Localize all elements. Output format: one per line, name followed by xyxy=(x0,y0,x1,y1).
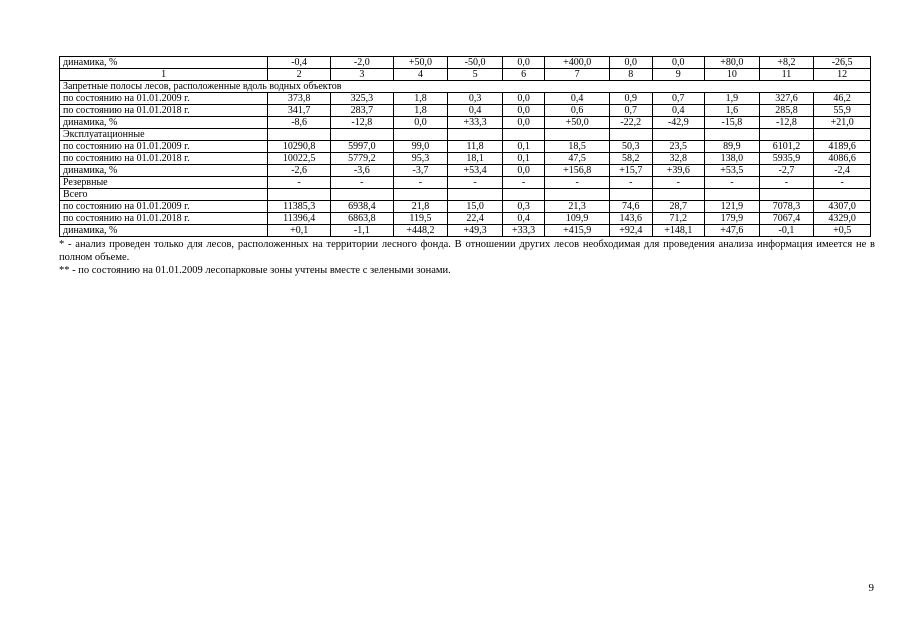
table-cell: 179,9 xyxy=(705,213,760,225)
table-cell: 22,4 xyxy=(448,213,503,225)
table-cell xyxy=(393,189,448,201)
row-label: по состоянию на 01.01.2009 г. xyxy=(60,201,268,213)
table-cell: 4329,0 xyxy=(814,213,871,225)
row-label: по состоянию на 01.01.2018 г. xyxy=(60,105,268,117)
table-cell: +53,5 xyxy=(705,165,760,177)
table-cell: - xyxy=(268,177,331,189)
table-cell: +47,6 xyxy=(705,225,760,237)
table-cell xyxy=(448,129,503,141)
table-cell xyxy=(448,189,503,201)
table-cell: +15,7 xyxy=(610,165,652,177)
table-cell: -0,4 xyxy=(268,57,331,69)
table-cell: -8,6 xyxy=(268,117,331,129)
table-cell: +400,0 xyxy=(545,57,610,69)
table-row xyxy=(60,105,871,117)
table-row xyxy=(60,129,871,141)
forest-data-table xyxy=(59,56,871,237)
table-cell: 46,2 xyxy=(814,93,871,105)
table-cell xyxy=(610,129,652,141)
table-cell: 109,9 xyxy=(545,213,610,225)
table-cell: 18,1 xyxy=(448,153,503,165)
table-cell: 8 xyxy=(610,69,652,81)
table-cell: -2,4 xyxy=(814,165,871,177)
section-title: Запретные полосы лесов, расположенные вдоль водных объектов xyxy=(60,81,871,93)
table-cell: - xyxy=(705,177,760,189)
table-cell: 95,3 xyxy=(393,153,448,165)
row-label: по состоянию на 01.01.2009 г. xyxy=(60,93,268,105)
table-body xyxy=(60,57,871,237)
footnote-2: ** - по состоянию на 01.01.2009 лесопарковые зоны учтены вместе с зелеными зонами. xyxy=(59,265,451,276)
table-cell: 341,7 xyxy=(268,105,331,117)
table-row xyxy=(60,225,871,237)
table-cell: 283,7 xyxy=(330,105,393,117)
row-label: по состоянию на 01.01.2018 г. xyxy=(60,153,268,165)
table-cell: 4086,6 xyxy=(814,153,871,165)
row-label: по состоянию на 01.01.2009 г. xyxy=(60,141,268,153)
table-cell: -22,2 xyxy=(610,117,652,129)
row-label: динамика, % xyxy=(60,117,268,129)
row-label: по состоянию на 01.01.2018 г. xyxy=(60,213,268,225)
row-label: динамика, % xyxy=(60,57,268,69)
table-cell: 99,0 xyxy=(393,141,448,153)
table-cell xyxy=(268,189,331,201)
table-cell xyxy=(705,189,760,201)
table-cell: 4189,6 xyxy=(814,141,871,153)
table-cell: 6101,2 xyxy=(759,141,814,153)
table-cell: 50,3 xyxy=(610,141,652,153)
table-cell: -1,1 xyxy=(330,225,393,237)
table-cell: 71,2 xyxy=(652,213,705,225)
table-row xyxy=(60,153,871,165)
table-cell: 373,8 xyxy=(268,93,331,105)
table-cell: 0,4 xyxy=(502,213,544,225)
table-cell: -26,5 xyxy=(814,57,871,69)
table-cell: +49,3 xyxy=(448,225,503,237)
table-cell: 0,0 xyxy=(502,57,544,69)
table-cell: 138,0 xyxy=(705,153,760,165)
table-cell: 4307,0 xyxy=(814,201,871,213)
table-cell: - xyxy=(448,177,503,189)
table-cell: +0,1 xyxy=(268,225,331,237)
table-cell xyxy=(545,129,610,141)
table-row xyxy=(60,201,871,213)
table-cell: 5779,2 xyxy=(330,153,393,165)
table-cell xyxy=(759,189,814,201)
table-cell: 21,8 xyxy=(393,201,448,213)
table-cell: 0,0 xyxy=(393,117,448,129)
footnotes xyxy=(59,238,875,277)
document-page xyxy=(59,56,875,277)
table-cell: +39,6 xyxy=(652,165,705,177)
row-label: динамика, % xyxy=(60,225,268,237)
row-label: Резервные xyxy=(60,177,268,189)
table-cell: 1,6 xyxy=(705,105,760,117)
table-cell: 1,9 xyxy=(705,93,760,105)
table-cell: 10290,8 xyxy=(268,141,331,153)
table-cell xyxy=(545,189,610,201)
table-cell xyxy=(814,129,871,141)
table-cell: 0,1 xyxy=(502,141,544,153)
table-cell: 327,6 xyxy=(759,93,814,105)
table-cell: 9 xyxy=(652,69,705,81)
table-cell: - xyxy=(545,177,610,189)
table-cell: 11 xyxy=(759,69,814,81)
table-cell: 0,7 xyxy=(652,93,705,105)
table-cell: 121,9 xyxy=(705,201,760,213)
table-cell: 0,1 xyxy=(502,153,544,165)
table-cell: -2,0 xyxy=(330,57,393,69)
row-label: 1 xyxy=(60,69,268,81)
column-index-row xyxy=(60,69,871,81)
table-cell: 11396,4 xyxy=(268,213,331,225)
table-cell: 47,5 xyxy=(545,153,610,165)
table-cell: 5997,0 xyxy=(330,141,393,153)
table-cell: - xyxy=(610,177,652,189)
table-cell: 3 xyxy=(330,69,393,81)
table-cell xyxy=(330,189,393,201)
table-cell: +53,4 xyxy=(448,165,503,177)
table-cell: 58,2 xyxy=(610,153,652,165)
table-cell: 0,0 xyxy=(502,105,544,117)
table-cell: 119,5 xyxy=(393,213,448,225)
table-cell: +50,0 xyxy=(393,57,448,69)
table-row xyxy=(60,177,871,189)
table-cell: - xyxy=(330,177,393,189)
table-cell: - xyxy=(393,177,448,189)
table-cell: 0,0 xyxy=(610,57,652,69)
table-cell: 5935,9 xyxy=(759,153,814,165)
table-cell: 0,3 xyxy=(502,201,544,213)
table-cell: 0,9 xyxy=(610,93,652,105)
table-cell: 2 xyxy=(268,69,331,81)
row-label: Эксплуатационные xyxy=(60,129,268,141)
table-cell: +0,5 xyxy=(814,225,871,237)
table-cell: +415,9 xyxy=(545,225,610,237)
table-cell: +92,4 xyxy=(610,225,652,237)
table-cell: 15,0 xyxy=(448,201,503,213)
table-cell: 0,0 xyxy=(502,93,544,105)
table-cell: 0,4 xyxy=(652,105,705,117)
table-cell: 0,0 xyxy=(502,117,544,129)
table-cell: -2,6 xyxy=(268,165,331,177)
table-cell: 89,9 xyxy=(705,141,760,153)
table-cell: +448,2 xyxy=(393,225,448,237)
table-cell: 285,8 xyxy=(759,105,814,117)
table-cell: 23,5 xyxy=(652,141,705,153)
table-cell: +33,3 xyxy=(502,225,544,237)
table-cell: 0,7 xyxy=(610,105,652,117)
table-cell: 325,3 xyxy=(330,93,393,105)
table-cell: -12,8 xyxy=(330,117,393,129)
row-label: Всего xyxy=(60,189,268,201)
table-cell: 0,4 xyxy=(448,105,503,117)
table-cell: - xyxy=(759,177,814,189)
table-cell xyxy=(393,129,448,141)
table-cell: 4 xyxy=(393,69,448,81)
table-cell xyxy=(652,129,705,141)
table-cell: 28,7 xyxy=(652,201,705,213)
table-cell: +8,2 xyxy=(759,57,814,69)
table-cell: - xyxy=(652,177,705,189)
table-cell xyxy=(652,189,705,201)
table-cell: +148,1 xyxy=(652,225,705,237)
table-cell: -50,0 xyxy=(448,57,503,69)
table-cell: +156,8 xyxy=(545,165,610,177)
table-row xyxy=(60,165,871,177)
table-cell: 74,6 xyxy=(610,201,652,213)
section-row xyxy=(60,81,871,93)
table-cell: 10022,5 xyxy=(268,153,331,165)
table-cell xyxy=(502,129,544,141)
table-cell: 11,8 xyxy=(448,141,503,153)
footnote-1: * - анализ проведен только для лесов, расположенных на территории лесного фонда. В отношении других лесов необходимая для проведения анализа информация имеется не в полном объеме. xyxy=(59,239,875,263)
table-cell: +33,3 xyxy=(448,117,503,129)
table-cell: 32,8 xyxy=(652,153,705,165)
table-cell: 10 xyxy=(705,69,760,81)
table-row xyxy=(60,141,871,153)
table-row xyxy=(60,117,871,129)
row-label: динамика, % xyxy=(60,165,268,177)
table-cell: 0,6 xyxy=(545,105,610,117)
table-cell: 1,8 xyxy=(393,105,448,117)
table-cell xyxy=(759,129,814,141)
table-cell: 1,8 xyxy=(393,93,448,105)
table-cell: 6863,8 xyxy=(330,213,393,225)
table-cell xyxy=(814,189,871,201)
table-cell: 55,9 xyxy=(814,105,871,117)
table-cell: 6938,4 xyxy=(330,201,393,213)
table-cell xyxy=(705,129,760,141)
table-cell: - xyxy=(502,177,544,189)
table-cell: 11385,3 xyxy=(268,201,331,213)
table-cell: 21,3 xyxy=(545,201,610,213)
table-cell: 143,6 xyxy=(610,213,652,225)
page-number: 9 xyxy=(868,582,874,594)
table-cell: 0,4 xyxy=(545,93,610,105)
table-cell: 5 xyxy=(448,69,503,81)
table-cell: -3,6 xyxy=(330,165,393,177)
table-cell: 7 xyxy=(545,69,610,81)
table-cell: 6 xyxy=(502,69,544,81)
table-cell: +80,0 xyxy=(705,57,760,69)
table-cell xyxy=(330,129,393,141)
table-cell xyxy=(610,189,652,201)
table-cell: 12 xyxy=(814,69,871,81)
table-row xyxy=(60,93,871,105)
table-cell: -0,1 xyxy=(759,225,814,237)
table-cell xyxy=(268,129,331,141)
table-cell: 0,3 xyxy=(448,93,503,105)
table-row xyxy=(60,189,871,201)
table-cell: 0,0 xyxy=(502,165,544,177)
table-row xyxy=(60,57,871,69)
table-cell: -42,9 xyxy=(652,117,705,129)
table-cell: -12,8 xyxy=(759,117,814,129)
table-cell: 7078,3 xyxy=(759,201,814,213)
table-row xyxy=(60,213,871,225)
table-cell: - xyxy=(814,177,871,189)
table-cell: +21,0 xyxy=(814,117,871,129)
table-cell: 7067,4 xyxy=(759,213,814,225)
table-cell: 18,5 xyxy=(545,141,610,153)
table-cell: -2,7 xyxy=(759,165,814,177)
table-cell: +50,0 xyxy=(545,117,610,129)
table-cell xyxy=(502,189,544,201)
table-cell: -15,8 xyxy=(705,117,760,129)
table-cell: 0,0 xyxy=(652,57,705,69)
table-cell: -3,7 xyxy=(393,165,448,177)
